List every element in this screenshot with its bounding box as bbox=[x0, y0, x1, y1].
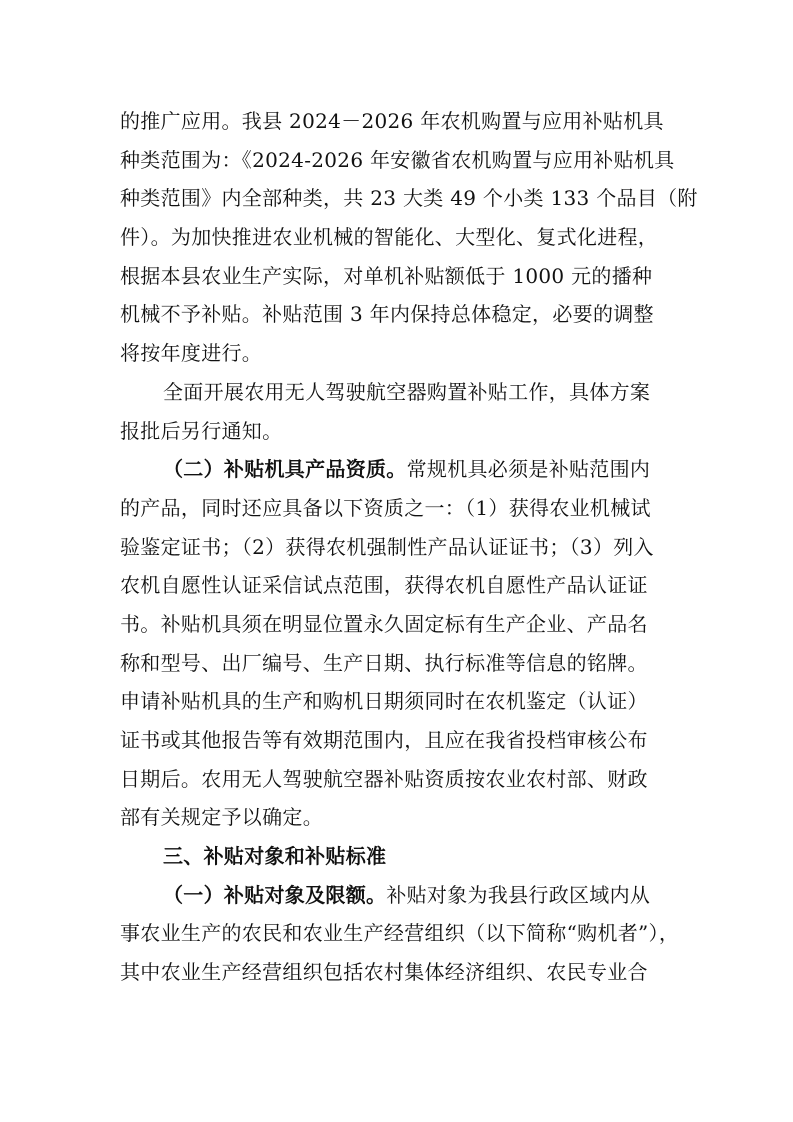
section-heading-3 bbox=[120, 837, 685, 876]
text-line: 种类范围为：《2024-2026 年安徽省农机购置与应用补贴机具 bbox=[120, 147, 675, 172]
text-line: 种类范围》内全部种类，共 23 大类 49 个小类 133 个品目（附 bbox=[120, 186, 698, 211]
document-body bbox=[120, 102, 698, 992]
text-line: 证书或其他报告等有效期范围内，且应在我省投档审核公布 bbox=[120, 728, 648, 752]
section-heading: 三、补贴对象和补贴标准 bbox=[163, 844, 387, 869]
text-fragment: 常规机具必须是补贴范围内 bbox=[406, 457, 651, 482]
text-line: 农机自愿性认证采信试点范围，获得农机自愿性产品认证证 bbox=[120, 573, 648, 598]
text-line: 其中农业生产经营组织包括农村集体经济组织、农民专业合 bbox=[120, 960, 648, 985]
text-line: 事农业生产的农民和农业生产经营组织（以下简称“购机者”）， bbox=[120, 921, 680, 946]
text-line: 的产品，同时还应具备以下资质之一：（1）获得农业机械试 bbox=[120, 495, 651, 520]
text-line: 机械不予补贴。补贴范围 3 年内保持总体稳定，必要的调整 bbox=[120, 302, 654, 327]
text-line: 书。补贴机具须在明显位置永久固定标有生产企业、产品名 bbox=[120, 611, 648, 636]
paragraph-subsidy-scope bbox=[120, 102, 698, 373]
text-fragment: 补贴对象为我县行政区域内从 bbox=[386, 882, 651, 907]
text-line: 报批后另行通知。 bbox=[120, 418, 283, 443]
text-line: 全面开展农用无人驾驶航空器购置补贴工作，具体方案 bbox=[163, 379, 651, 404]
section-lead: （一）补贴对象及限额。 bbox=[163, 882, 387, 907]
text-line: 件）。为加快推进农业机械的智能化、大型化、复式化进程， bbox=[120, 225, 659, 250]
text-line: 的推广应用。我县 2024－2026 年农机购置与应用补贴机具 bbox=[120, 109, 664, 133]
text-line: 根据本县农业生产实际，对单机补贴额低于 1000 元的播种 bbox=[120, 263, 653, 288]
text-line: 验鉴定证书；（2）获得农机强制性产品认证证书；（3）列入 bbox=[120, 534, 654, 559]
paragraph-product-qualification bbox=[120, 450, 685, 837]
paragraph-subsidy-targets bbox=[120, 876, 685, 992]
section-lead: （二）补贴机具产品资质。 bbox=[163, 457, 407, 482]
text-line bbox=[120, 876, 685, 915]
text-line: 称和型号、出厂编号、生产日期、执行标准等信息的铭牌。 bbox=[120, 650, 648, 675]
text-line: 将按年度进行。 bbox=[120, 341, 263, 366]
text-line: 部有关规定予以确定。 bbox=[120, 805, 323, 830]
text-line: 申请补贴机具的生产和购机日期须同时在农机鉴定（认证） bbox=[120, 689, 648, 714]
paragraph-drone-subsidy bbox=[120, 373, 685, 450]
text-line: 日期后。农用无人驾驶航空器补贴资质按农业农村部、财政 bbox=[120, 766, 648, 791]
text-line bbox=[120, 450, 685, 489]
